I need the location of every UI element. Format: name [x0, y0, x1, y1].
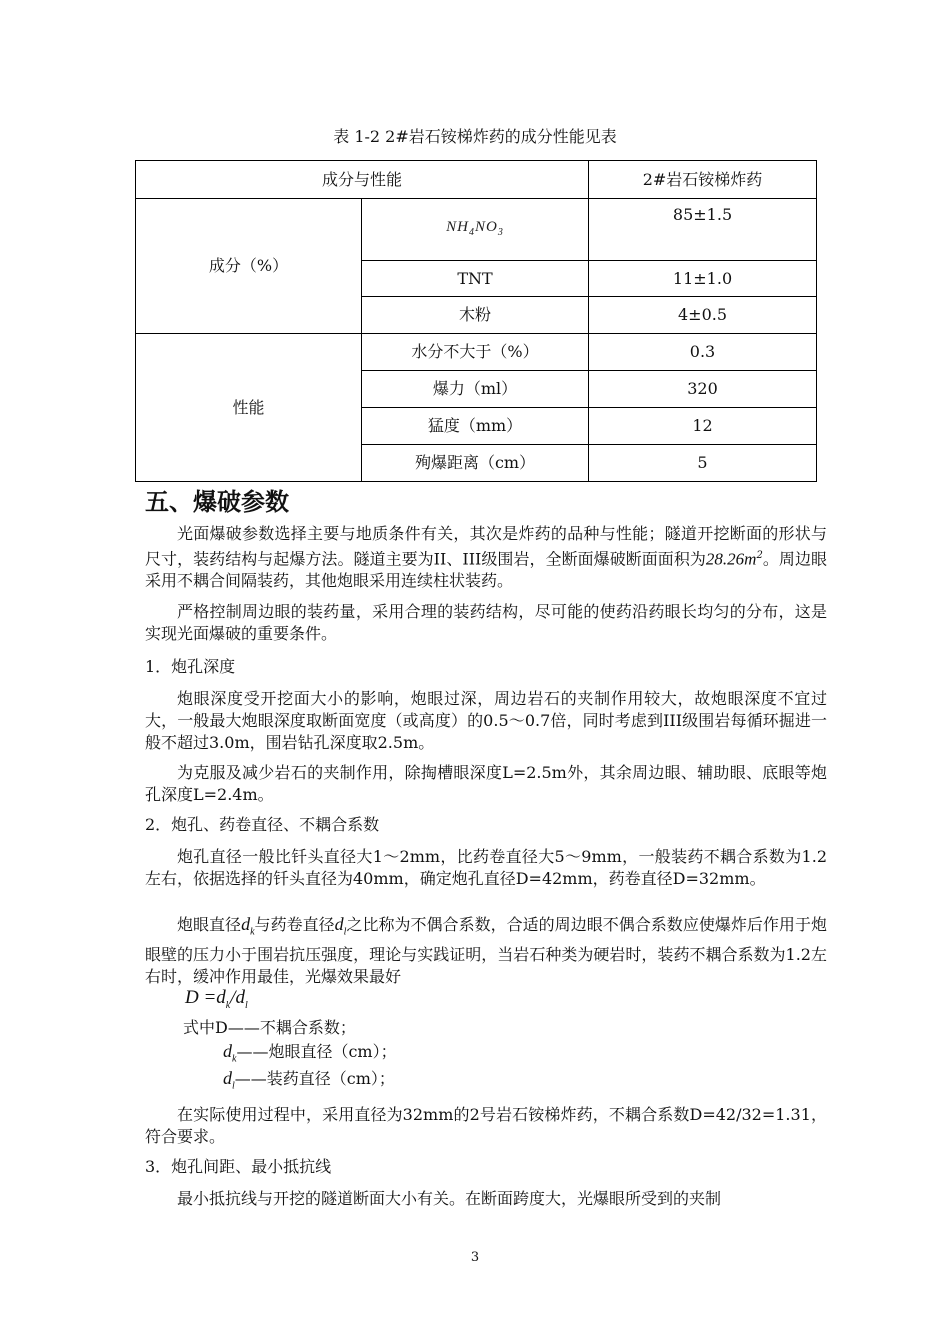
- decoupling-formula: $D =d_k/d_l$: [185, 987, 248, 1011]
- area-value: 28.26m: [705, 549, 757, 569]
- section-title: 五、爆破参数: [145, 488, 289, 516]
- heading-spacing: 3．炮孔间距、最小抵抗线: [145, 1157, 332, 1176]
- value-cell: 4±0.5: [589, 297, 817, 334]
- value-cell: 85±1.5: [589, 199, 817, 261]
- explosive-properties-table: [135, 160, 817, 482]
- value-cell: 0.3: [589, 334, 817, 371]
- item-cell: 水分不大于（%）: [362, 334, 589, 371]
- group-composition-cell: 成分（%）: [136, 199, 362, 334]
- value-cell: 11±1.0: [589, 261, 817, 297]
- item-cell: 爆力（ml）: [362, 371, 589, 408]
- paragraph-1: 光面爆破参数选择主要与地质条件有关，其次是炸药的品种与性能；隧道开挖断面的形状与尺寸，装药结构与起爆方法。隧道主要为II、III级围岩，全断面爆破断面面积为$28.26m^2$。周边眼采用不耦合间隔装药，其他炮眼采用连续柱状装药。: [145, 524, 827, 591]
- paragraph-5: 炮孔直径一般比钎头直径大1～2mm，比药卷直径大5～9mm，一般装药不耦合系数为1.2左右，依据选择的钎头直径为40mm，确定炮孔直径D=42mm，药卷直径D=32mm。: [145, 847, 827, 888]
- paragraph-8: 最小抵抗线与开挖的隧道断面大小有关。在断面跨度大，光爆眼所受到的夹制: [177, 1189, 722, 1208]
- item-cell: 木粉: [362, 297, 589, 334]
- paragraph-7: 在实际使用过程中，采用直径为32mm的2号岩石铵梯炸药，不耦合系数D=42/32=1.31，符合要求。: [145, 1105, 827, 1146]
- heading-diameter: 2．炮孔、药卷直径、不耦合系数: [145, 815, 380, 834]
- paragraph-3: 炮眼深度受开挖面大小的影响，炮眼过深，周边岩石的夹制作用较大，故炮眼深度不宜过大，一般最大炮眼深度取断面宽度（或高度）的0.5～0.7倍，同时考虑到III级围岩每循环掘进一般不超过3.0m，围岩钻孔深度取2.5m。: [145, 689, 827, 752]
- paragraph-2: 严格控制周边眼的装药量，采用合理的装药结构，尽可能的使药沿药眼长均匀的分布，这是实现光面爆破的重要条件。: [145, 602, 827, 643]
- table-caption: 表 1-2 2#岩石铵梯炸药的成分性能见表: [333, 127, 617, 146]
- value-cell: 5: [589, 445, 817, 482]
- paragraph-6: 炮眼直径$d_k$与药卷直径$d_l$之比称为不偶合系数，合适的周边眼不偶合系数应使爆炸后作用于炮眼壁的压力小于围岩抗压强度，理论与实践证明，当岩石种类为硬岩时，装药不耦合系数为1.2左右时，缓冲作用最佳，光爆效果最好: [145, 914, 827, 986]
- header-right-cell: 2#岩石铵梯炸药: [589, 161, 817, 199]
- item-cell: 猛度（mm）: [362, 408, 589, 445]
- item-cell: [362, 199, 589, 261]
- dk-symbol: $d_k$: [241, 914, 255, 938]
- page-number: 3: [470, 1250, 480, 1265]
- heading-hole-depth: 1．炮孔深度: [145, 657, 236, 676]
- value-cell: 320: [589, 371, 817, 408]
- paragraph-4: 为克服及减少岩石的夹制作用，除掏槽眼深度L=2.5m外，其余周边眼、辅助眼、底眼等炮孔深度L=2.4m。: [145, 763, 827, 804]
- value-cell: 12: [589, 408, 817, 445]
- formula-dl: $d_l——$装药直径（cm）；: [223, 1068, 395, 1092]
- formula-dk: $d_k——$炮眼直径（cm）；: [223, 1041, 397, 1065]
- dl-symbol: $d_l$: [334, 914, 347, 938]
- formula-where: 式中D——不耦合系数；: [183, 1018, 356, 1037]
- item-cell: TNT: [362, 261, 589, 297]
- header-left-cell: 成分与性能: [136, 161, 589, 199]
- group-performance-cell: 性能: [136, 334, 362, 482]
- nh4no3-formula: $NH_4NO_3$: [446, 219, 504, 238]
- item-cell: 殉爆距离（cm）: [362, 445, 589, 482]
